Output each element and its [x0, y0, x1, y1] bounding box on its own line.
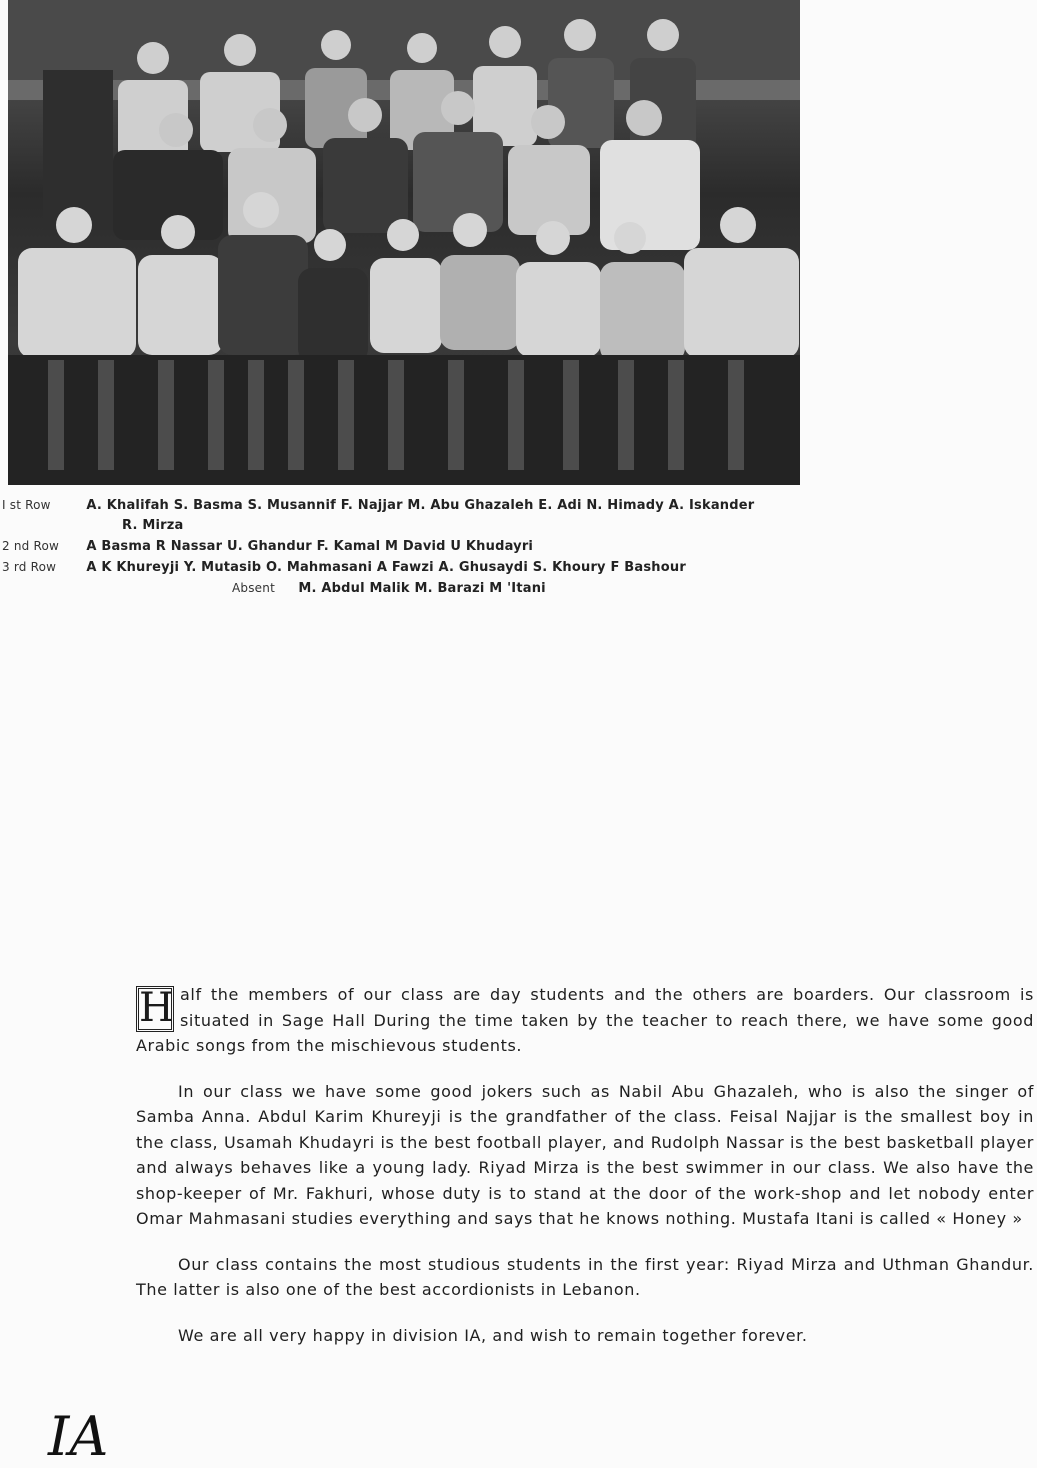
- caption-row-1-names: A. Khalifah S. Basma S. Musannif F. Najjar M. Abu Ghazaleh E. Adi N. Himady A. Iskander: [86, 498, 755, 513]
- class-photo: [8, 0, 800, 485]
- caption-row-3: [2, 557, 832, 578]
- drop-cap-letter: H: [136, 986, 174, 1032]
- caption-row-1-label: I st Row: [2, 498, 51, 512]
- caption-row-3-label: 3 rd Row: [2, 560, 57, 574]
- class-photo-illustration: [8, 0, 800, 485]
- division-mark: IA: [48, 1405, 109, 1468]
- article-paragraph-1-text: alf the members of our class are day students and the others are boarders. Our classroom is situated in Sage Hall During the time taken by the teacher to reach there, we have some good Arabic songs from the mischievous students.: [136, 985, 1034, 1055]
- caption-row-2-names: A Basma R Nassar U. Ghandur F. Kamal M David U Khudayri: [86, 539, 534, 554]
- caption-absent: [2, 578, 832, 599]
- caption-absent-names: M. Abdul Malik M. Barazi M 'Itani: [298, 581, 546, 596]
- caption-row-2-label: 2 nd Row: [2, 539, 60, 553]
- article-paragraph-3: Our class contains the most studious students in the first year: Riyad Mirza and Uthman Ghandur. The latter is also one of the best accordionists in Lebanon.: [136, 1254, 1034, 1299]
- caption-absent-label: Absent: [232, 581, 275, 595]
- photo-captions: [2, 495, 832, 599]
- caption-row-1-continued: R. Mirza: [122, 518, 184, 533]
- caption-row-2: [2, 536, 832, 557]
- caption-row-1: [2, 495, 832, 516]
- caption-row-3-names: A K Khureyji Y. Mutasib O. Mahmasani A Fawzi A. Ghusaydi S. Khoury F Bashour: [86, 560, 686, 575]
- article-paragraph-1: [136, 982, 1034, 1059]
- class-article: [136, 982, 1034, 1368]
- article-paragraph-4: We are all very happy in division IA, and wish to remain together forever.: [178, 1325, 808, 1345]
- article-paragraph-2: In our class we have some good jokers such as Nabil Abu Ghazaleh, who is also the singer of Samba Anna. Abdul Karim Khureyji is the grandfather of the class. Feisal Najjar is the smallest boy in the class, Usamah Khudayri is the best football player, and Rudolph Nassar is the best basketball player and always behaves like a young lady. Riyad Mirza is the best swimmer in our class. We also have the shop-keeper of Mr. Fakhuri, whose duty is to stand at the door of the work-shop and let nobody enter Omar Mahmasani studies everything and says that he knows nothing. Mustafa Itani is called « Honey »: [136, 1081, 1034, 1228]
